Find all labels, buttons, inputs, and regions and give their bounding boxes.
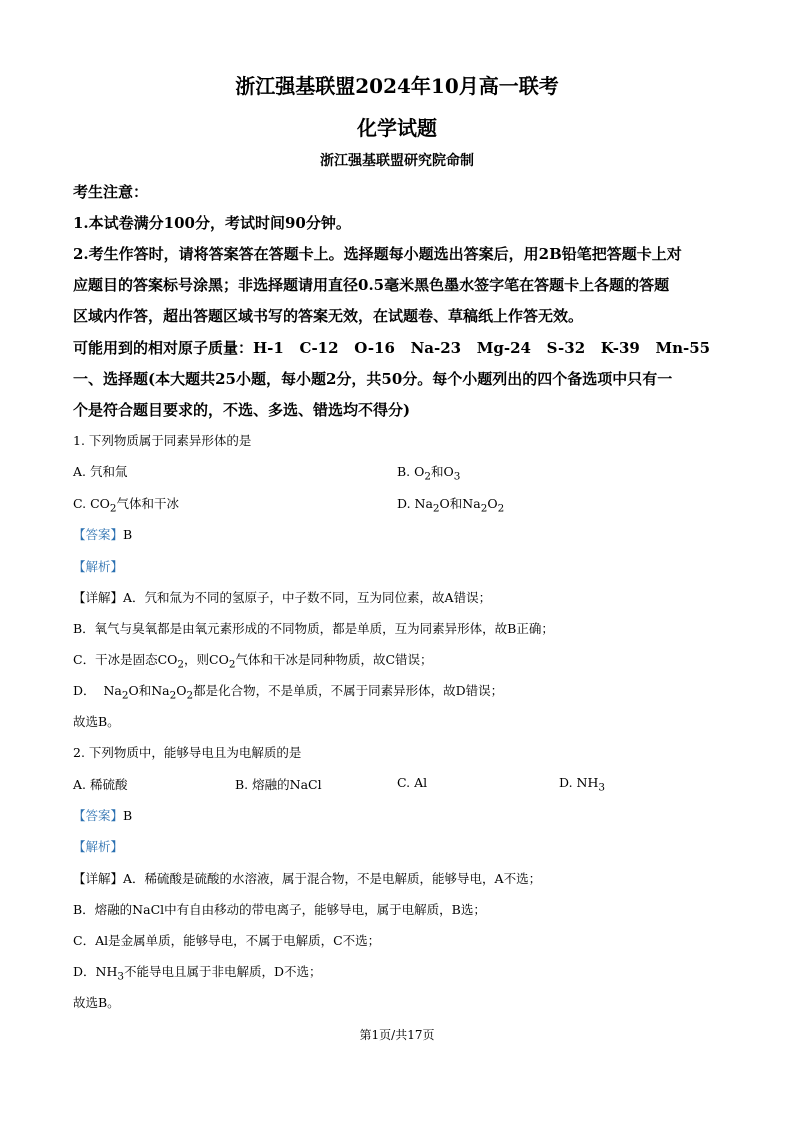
q2-option-d: D. $NH_3$ bbox=[559, 775, 605, 794]
q2-conclusion: 故选B。 bbox=[73, 995, 120, 1010]
q2-detail-b: B．熔融的NaCl中有自由移动的带电离子，能够导电，属于电解质，B选； bbox=[73, 902, 486, 917]
subject-title: 化学试题 bbox=[357, 116, 437, 140]
exam-title: 浙江强基联盟2024年10月高一联考 bbox=[235, 74, 559, 98]
q1-detail-d: D． $Na_2O$和$Na_2O_2$都是化合物，不是单质，不属于同素异形体，故D错误； bbox=[73, 683, 504, 702]
q1-conclusion: 故选B。 bbox=[73, 714, 120, 729]
q2-answer: 【答案】B bbox=[73, 808, 133, 823]
atomic-masses: 可能用到的相对原子质量：H-1 C-12 O-16 Na-23 Mg-24 S-32 K-39 Mn-55 bbox=[73, 339, 711, 357]
notice-heading: 考生注意： bbox=[73, 183, 149, 201]
notice-line-1: 1.本试卷满分100分，考试时间90分钟。 bbox=[73, 214, 351, 232]
section-heading-1: 一、选择题(本大题共25小题，每小题2分，共50分。每个小题列出的四个备选项中只有一 bbox=[73, 370, 673, 388]
q2-analysis-tag: 【解析】 bbox=[73, 839, 124, 854]
q1-detail-a: 【详解】A．氕和氚为不同的氢原子，中子数不同，互为同位素，故A错误； bbox=[73, 590, 492, 605]
q2-option-a: A. 稀硫酸 bbox=[73, 777, 128, 792]
q1-option-c: C. $CO_2$气体和干冰 bbox=[73, 496, 180, 515]
notice-line-2c: 区域内作答，超出答题区域书写的答案无效，在试题卷、草稿纸上作答无效。 bbox=[73, 307, 584, 325]
q1-option-b: B. $O_2$和$O_3$ bbox=[397, 464, 461, 483]
q2-detail-d: D．$NH_3$不能导电且属于非电解质，D不选； bbox=[73, 964, 322, 983]
q2-detail-c: C．Al是金属单质，能够导电，不属于电解质，C不选； bbox=[73, 933, 381, 948]
page-footer: 第1页/共17页 bbox=[359, 1028, 435, 1042]
q2-stem: 2. 下列物质中，能够导电且为电解质的是 bbox=[73, 745, 302, 760]
q1-detail-b: B．氧气与臭氧都是由氧元素形成的不同物质，都是单质，互为同素异形体，故B正确； bbox=[73, 621, 554, 636]
compiler-line: 浙江强基联盟研究院命制 bbox=[320, 153, 474, 169]
q1-detail-c: C．干冰是固态$CO_2$，则$CO_2$气体和干冰是同种物质，故C错误； bbox=[73, 652, 433, 671]
section-heading-2: 个是符合题目要求的，不选、多选、错选均不得分) bbox=[73, 401, 411, 419]
q1-answer: 【答案】B bbox=[73, 527, 133, 542]
q2-option-b: B. 熔融的NaCl bbox=[235, 777, 322, 792]
notice-line-2b: 应题目的答案标号涂黑；非选择题请用直径0.5毫米黑色墨水签字笔在答题卡上各题的答题 bbox=[73, 276, 670, 294]
q1-option-d: D. $Na_2O$和$Na_2O_2$ bbox=[397, 496, 505, 515]
q1-analysis-tag: 【解析】 bbox=[73, 559, 124, 574]
q1-option-a: A. 氕和氚 bbox=[73, 464, 128, 479]
q1-stem: 1. 下列物质属于同素异形体的是 bbox=[73, 433, 252, 448]
q2-detail-a: 【详解】A．稀硫酸是硫酸的水溶液，属于混合物，不是电解质，能够导电，A不选； bbox=[73, 871, 542, 886]
q2-option-c: C. Al bbox=[397, 775, 428, 790]
notice-line-2a: 2.考生作答时，请将答案答在答题卡上。选择题每小题选出答案后，用2B铅笔把答题卡上对 bbox=[73, 245, 682, 263]
